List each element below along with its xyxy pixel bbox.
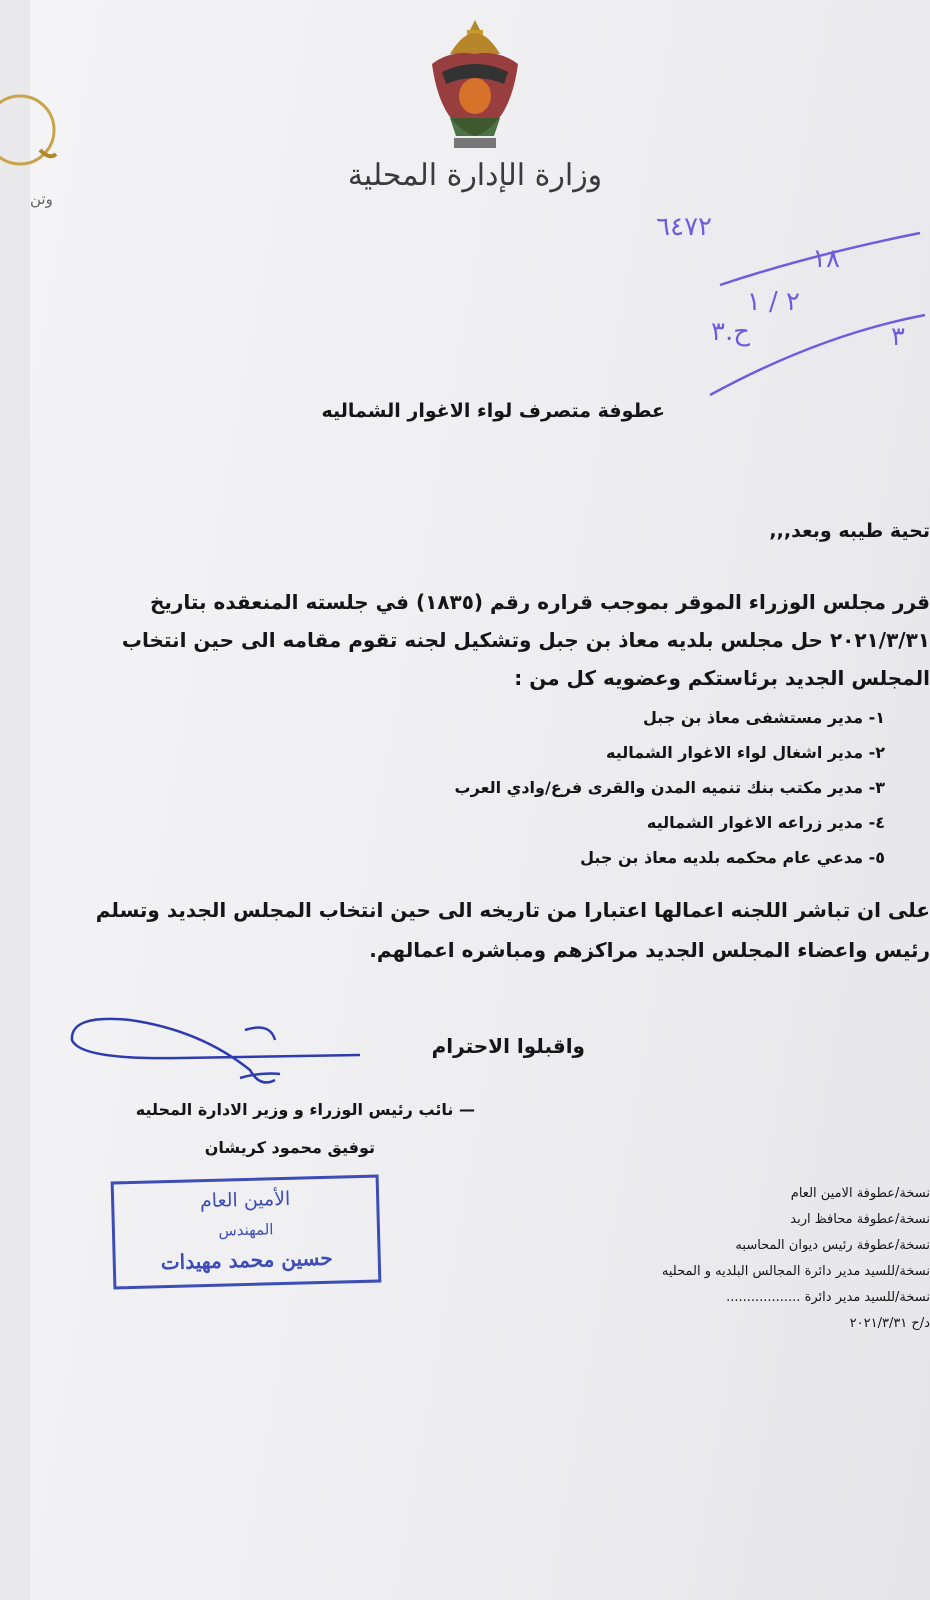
handnote-day: ١٨ <box>812 244 840 274</box>
handnote-ref: ٢ / ١ <box>746 287 800 317</box>
stamp-name: حسين محمد مهيدات <box>160 1245 333 1275</box>
signatory-name: توفيق محمود كريشان <box>204 1138 375 1157</box>
body-line: ٢٠٢١/٣/٣١ حل مجلس بلديه معاذ بن جبل وتشكيل لجنه تقوم مقامه الى حين انتخاب <box>121 628 930 652</box>
letter-page <box>30 0 930 1600</box>
list-item: نسخة/للسيد مدير دائرة المجالس البلديه و المحليه <box>661 1264 930 1279</box>
list-item: نسخة/عطوفة محافظ اربد <box>790 1212 930 1227</box>
signatory-title: — نائب رئيس الوزراء و وزير الادارة المحليه <box>135 1100 475 1119</box>
handnote-code: ح.٣ <box>710 317 750 347</box>
list-item: د/ح ٢٠٢١/٣/٣١ <box>849 1316 930 1331</box>
list-item: ٥- مدعي عام محكمه بلديه معاذ بن جبل <box>580 848 885 867</box>
handwritten-signature <box>60 1000 380 1100</box>
handwritten-registry-note <box>656 195 930 405</box>
official-stamp <box>111 1175 382 1290</box>
list-item: ١- مدير مستشفى معاذ بن جبل <box>643 708 885 727</box>
stamp-role: المهندس <box>218 1220 274 1240</box>
partial-logo-icon <box>0 70 60 190</box>
closing-line: على ان تباشر اللجنه اعمالها اعتبارا من تاريخه الى حين انتخاب المجلس الجديد وتسلم <box>95 898 930 922</box>
royal-crest-icon <box>420 14 530 154</box>
list-item: ٢- مدير اشغال لواء الاغوار الشماليه <box>605 743 885 762</box>
closing-line: رئيس واعضاء المجلس الجديد مراكزهم ومباشره اعمالهم. <box>369 938 930 962</box>
committee-members-list <box>455 708 885 883</box>
letter-greeting: تحية طيبه وبعد,,, <box>769 520 930 542</box>
regards-line: واقبلوا الاحترام <box>431 1034 585 1058</box>
partial-logo-text: وتن <box>30 190 53 208</box>
stamp-title: الأمين العام <box>199 1187 291 1213</box>
body-line: قرر مجلس الوزراء الموقر بموجب قراره رقم (١٨٣٥) في جلسته المنعقده بتاريخ <box>149 590 930 614</box>
handnote-number: ٦٤٧٢ <box>656 212 712 242</box>
ministry-name: وزارة الإدارة المحلية <box>347 158 603 193</box>
list-item: نسخة/للسيد مدير دائرة .................. <box>726 1290 930 1305</box>
letter-subject: عطوفة متصرف لواء الاغوار الشماليه <box>321 400 665 422</box>
body-line: المجلس الجديد برئاستكم وعضويه كل من : <box>514 666 930 690</box>
list-item: نسخة/عطوفة رئيس ديوان المحاسبه <box>735 1238 930 1253</box>
copies-list <box>662 1186 930 1342</box>
list-item: ٤- مدير زراعه الاغوار الشماليه <box>646 813 885 832</box>
list-item: نسخة/عطوفة الامين العام <box>790 1186 930 1201</box>
list-item: ٣- مدير مكتب بنك تنميه المدن والقرى فرع/وادي العرب <box>454 778 885 797</box>
handnote-extra: ٣ <box>891 322 905 352</box>
